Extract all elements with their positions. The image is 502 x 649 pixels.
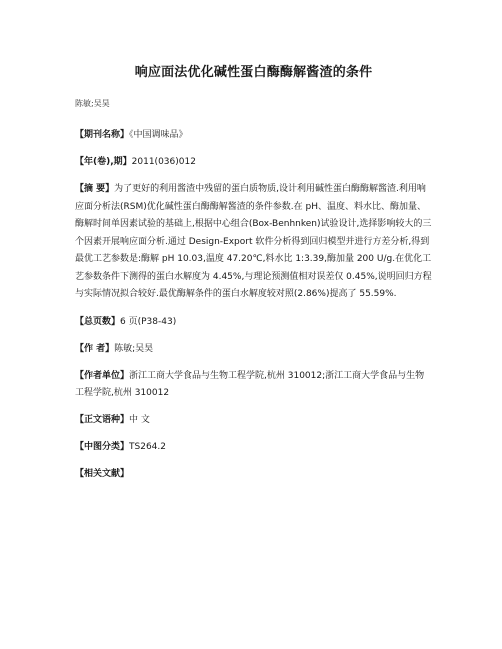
field-year-issue-label: 【年(卷),期】 [75, 157, 132, 167]
field-journal-label: 【期刊名称】 [75, 130, 130, 140]
field-abstract-value: 为了更好的利用酱渣中残留的蛋白质物质,设计利用碱性蛋白酶酶解酱渣.利用响应面分析法(RSM)优化碱性蛋白酶酶解酱渣的条件参数.在 pH、温度、料水比、酶加量、酶解时间单因素试验的基础上,根据中心组合(Box-Benhnken)试验设计,选择影响较大的三个因素开展响应面分析.通过 Design-Export 软件分析得到回归模型并进行方差分析,得到最优工艺参数是:酶解 pH 10.03,温度 47.20℃,料水比 1:3.39,酶加量 200 U/g.在优化工艺参数条件下测得的蛋白水解度为 4.45%,与理论预测值相对误差仅 0.45%,说明回归方程与实际情况拟合较好.最优酶解条件的蛋白水解度较对照(2.86%)提高了 55.59%. [75, 184, 432, 299]
field-abstract-label: 【摘 要】 [75, 184, 115, 194]
field-affiliation-label: 【作者单位】 [75, 370, 130, 381]
field-pages-label: 【总页数】 [75, 316, 121, 327]
field-authors-value: 陈敏;吴昊 [114, 343, 154, 354]
authors-line: 陈敏;吴昊 [75, 99, 110, 108]
field-authors-label: 【作 者】 [75, 343, 115, 354]
field-language [75, 412, 432, 429]
field-related-label: 【相关文献】 [75, 468, 130, 479]
field-language-value: 中 文 [129, 414, 150, 425]
field-pages [75, 314, 432, 331]
field-affiliation-value: 浙江工商大学食品与生物工程学院,杭州 310012;浙江工商大学食品与生物工程学院,杭州 310012 [75, 370, 425, 398]
field-classification [75, 439, 432, 456]
field-journal-value: 《中国调味品》 [129, 130, 188, 140]
field-journal [75, 127, 432, 144]
field-classification-label: 【中图分类】 [75, 441, 130, 452]
field-authors [75, 341, 432, 358]
document-title: 响应面法优化碱性蛋白酶酶解酱渣的条件 [134, 65, 373, 80]
field-language-label: 【正文语种】 [75, 414, 130, 425]
field-related [75, 466, 432, 483]
field-pages-value: 6 页(P38-43) [120, 316, 177, 327]
field-year-issue-value: 2011(036)012 [131, 157, 196, 167]
field-abstract [75, 181, 432, 304]
field-year-issue [75, 154, 432, 171]
field-affiliation [75, 368, 432, 402]
field-classification-value: TS264.2 [129, 441, 166, 452]
